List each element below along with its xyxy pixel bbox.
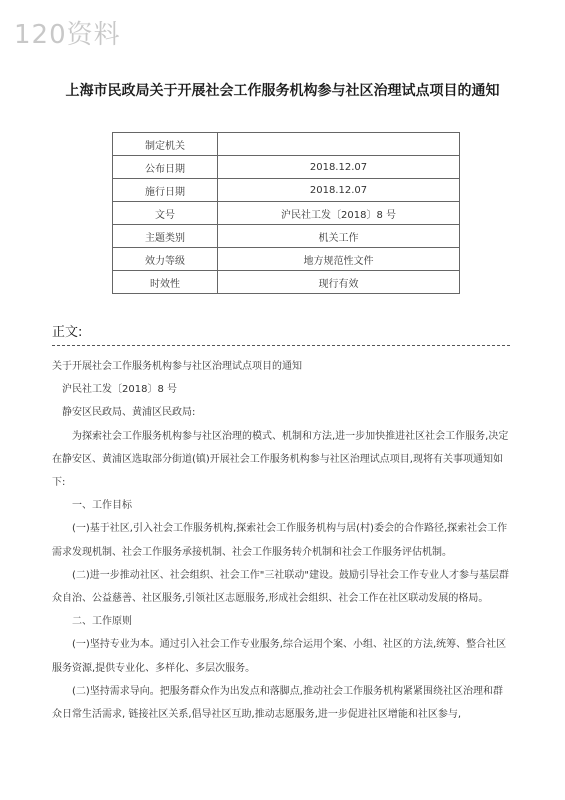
table-row [113, 156, 460, 179]
meta-value: 机关工作 [218, 225, 460, 248]
meta-key: 时效性 [113, 271, 218, 294]
paragraph: (二)进一步推动社区、社会组织、社会工作"三社联动"建设。鼓励引导社会工作专业人才参与基层群众自治、公益慈善、社区服务,引领社区志愿服务,形成社会组织、社会工作在社区联动发展的格局。 [52, 569, 510, 605]
document-body [52, 355, 512, 726]
meta-value: 现行有效 [218, 271, 460, 294]
meta-value: 地方规范性文件 [218, 248, 460, 271]
table-row [113, 225, 460, 248]
table-row [113, 179, 460, 202]
document-title: 上海市民政局关于开展社会工作服务机构参与社区治理试点项目的通知 [65, 83, 500, 99]
notice-title-line: 关于开展社会工作服务机构参与社区治理试点项目的通知 [52, 361, 302, 372]
body-heading: 正文: [52, 325, 83, 340]
metadata-table [112, 132, 460, 294]
meta-key: 主题类别 [113, 225, 218, 248]
table-row [113, 271, 460, 294]
paragraph: (一)基于社区,引入社会工作服务机构,探索社会工作服务机构与居(村)委会的合作路径,探索社会工作需求发现机制、社会工作服务承接机制、社会工作服务转介机制和社会工作服务评估机制。 [52, 523, 508, 558]
meta-key: 制定机关 [113, 133, 218, 156]
dashed-divider [52, 345, 510, 346]
meta-value: 沪民社工发〔2018〕8 号 [218, 202, 460, 225]
meta-key: 文号 [113, 202, 218, 225]
table-row [113, 202, 460, 225]
meta-value: 2018.12.07 [218, 179, 460, 202]
meta-key: 效力等级 [113, 248, 218, 271]
watermark: 120资料 [14, 20, 121, 50]
paragraph: 为探索社会工作服务机构参与社区治理的模式、机制和方法,进一步加快推进社区社会工作服务,决定在静安区、黄浦区选取部分街道(镇)开展社会工作服务机构参与社区治理试点项目,现将有关事项通知如下: [52, 430, 509, 489]
meta-value: 2018.12.07 [218, 156, 460, 179]
table-row [113, 248, 460, 271]
paragraph: (二)坚持需求导向。把服务群众作为出发点和落脚点,推动社会工作服务机构紧紧围绕社区治理和群众日常生活需求, 链接社区关系,倡导社区互助,推动志愿服务,进一步促进社区增能和社区参与, [52, 685, 503, 721]
addressee: 静安区民政局、黄浦区民政局: [62, 407, 196, 419]
document-number: 沪民社工发〔2018〕8 号 [62, 384, 177, 396]
paragraph: (一)坚持专业为本。通过引入社会工作专业服务,综合运用个案、小组、社区的方法,统筹、整合社区服务资源,提供专业化、多样化、多层次服务。 [52, 639, 507, 674]
meta-value [218, 133, 460, 156]
meta-key: 施行日期 [113, 179, 218, 202]
table-row [113, 133, 460, 156]
section-heading: 一、工作目标 [72, 500, 132, 512]
section-heading: 二、工作原则 [72, 616, 132, 628]
meta-key: 公布日期 [113, 156, 218, 179]
